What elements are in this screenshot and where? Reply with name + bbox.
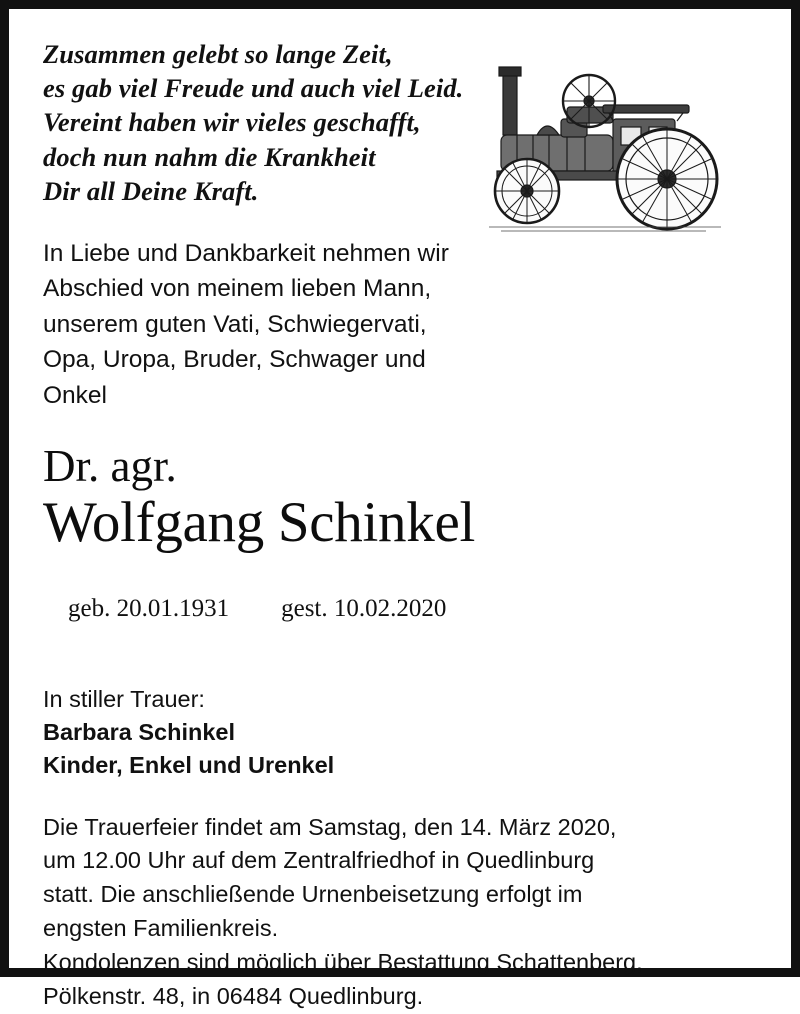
page-title: Wolfgang Schinkel [43, 490, 475, 554]
academic-title: Dr. agr. [43, 441, 177, 492]
intro-line: In Liebe und Dankbarkeit nehmen wir [43, 239, 449, 267]
verse-line: Zusammen gelebt so lange Zeit, [43, 39, 393, 69]
details-line: Die Trauerfeier findet am Samstag, den 14. März 2020, [43, 813, 617, 840]
verse-line: Vereint haben wir vieles geschafft, [43, 107, 421, 138]
birth-date: geb. 20.01.1931 [68, 594, 230, 622]
intro-paragraph [43, 236, 563, 414]
verse-line: Dir all Deine Kraft. [43, 175, 259, 206]
funeral-details [43, 811, 743, 1014]
death-date: gest. 10.02.2020 [281, 594, 447, 622]
mourner-name: Kinder, Enkel und Urenkel [43, 752, 335, 779]
verse-line: es gab viel Freude und auch viel Leid. [43, 73, 464, 104]
details-line: statt. Die anschließende Urnenbeisetzung erfolgt im [43, 881, 583, 908]
verse-block [43, 37, 513, 208]
mourners-heading: In stiller Trauer: [43, 685, 205, 712]
details-line: Kondolenzen sind möglich über Bestattung Schattenberg, [43, 948, 643, 975]
steam-traction-engine-illustration [471, 45, 771, 235]
intro-line: Opa, Uropa, Bruder, Schwager und [43, 346, 426, 374]
intro-line: Onkel [43, 381, 108, 409]
mourner-name: Barbara Schinkel [43, 718, 236, 745]
details-line: um 12.00 Uhr auf dem Zentralfriedhof in Quedlinburg [43, 847, 595, 874]
deceased-name-block [43, 443, 757, 554]
verse-line: doch nun nahm die Krankheit [43, 141, 376, 172]
intro-line: unserem guten Vati, Schwiegervati, [43, 310, 427, 338]
details-line: engsten Familienkreis. [43, 915, 279, 942]
details-line: Pölkenstr. 48, in 06484 Quedlinburg. [43, 982, 424, 1009]
intro-line: Abschied von meinem lieben Mann, [43, 275, 432, 303]
life-dates [43, 567, 757, 651]
mourners-block [43, 683, 757, 783]
